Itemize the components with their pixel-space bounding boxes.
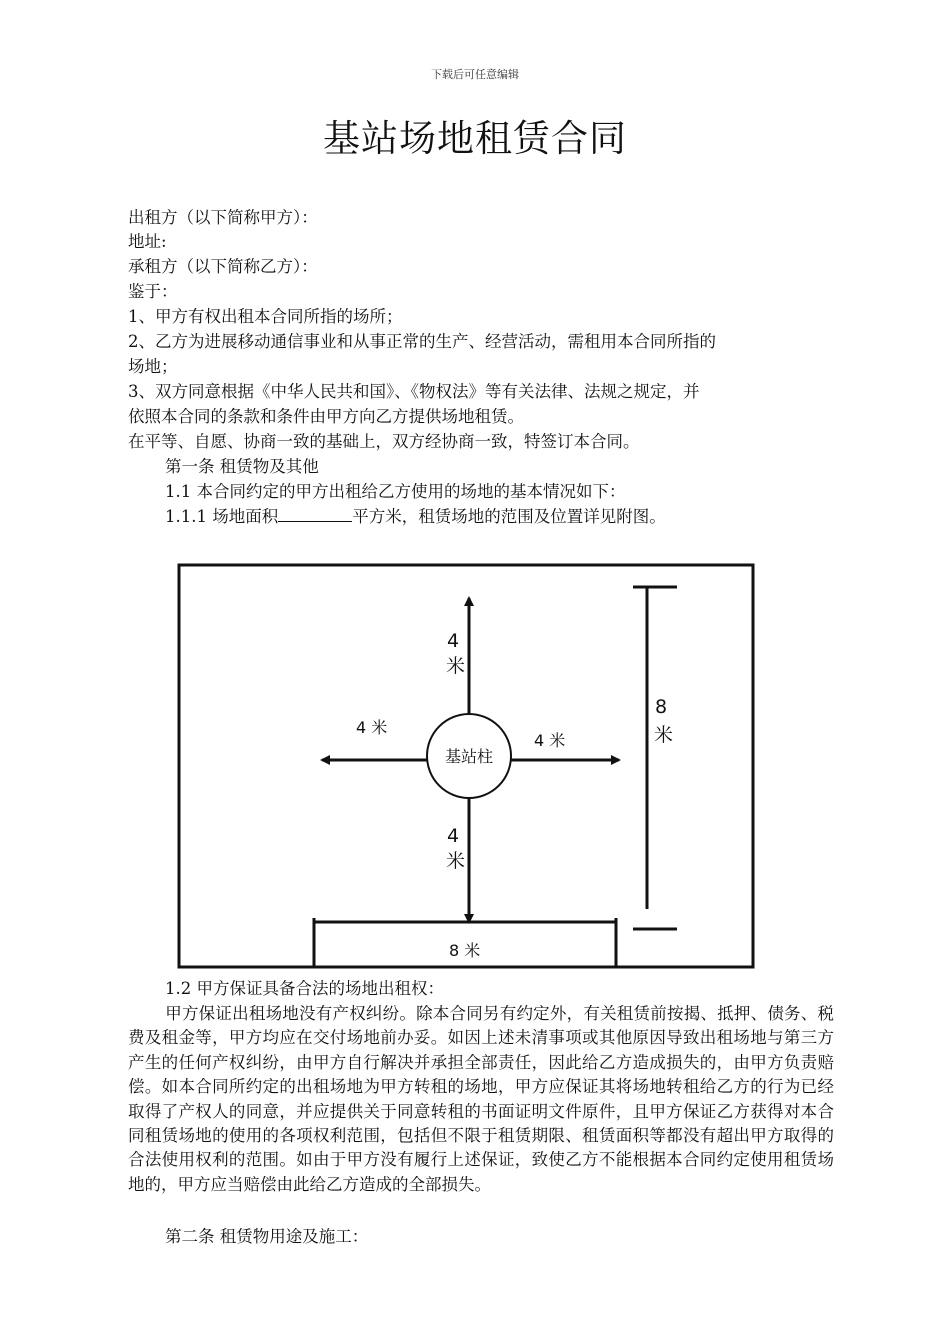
article-1-title: 第一条 租赁物及其他 <box>165 457 319 476</box>
party-b-line: 承租方（以下简称乙方）： <box>128 257 318 276</box>
area-label: 1.1.1 场地面积 <box>165 507 279 526</box>
clause-2-part-a: 2、乙方为进展移动通信事业和从事正常的生产、经营活动，需租用本合同所指的 <box>128 332 716 351</box>
clause-3-part-a: 3、双方同意根据《中华人民共和国》、《物权法》等有关法律、法规之规定，并 <box>128 382 700 401</box>
article-1-2: 1.2 甲方保证具备合法的场地出租权： <box>165 979 444 998</box>
clause-3-part-b: 依照本合同的条款和条件由甲方向乙方提供场地租赁。 <box>128 407 524 426</box>
article-1-2-body-text: 甲方保证出租场地没有产权纠纷。除本合同另有约定外，有关租赁前按揭、抵押、债务、税费及租金等，甲方均应在交付场地前办妥。如因上述未清事项或其他原因导致出租场地与第三方产生的任何产权纠纷，由甲方自行解决并承担全部责任，因此给乙方造成损失的，由甲方负责赔偿。如本合同所约定的出租场地为甲方转租的场地，甲方应保证其将场地转租给乙方的行为已经取得了产权人的同意，并应提供关于同意转租的书面证明文件原件，且甲方保证乙方获得对本合同租赁场地的使用的各项权利范围，包括但不限于租赁期限、租赁面积等都没有超出甲方取得的合法使用权利的范围。如由于甲方没有履行上述保证，致使乙方不能根据本合同约定使用租赁场地的，甲方应当赔偿由此给乙方造成的全部损失。 <box>128 1004 834 1194</box>
document-title: 基站场地租赁合同 <box>323 117 627 160</box>
bottom-distance-number: 4 <box>447 825 460 847</box>
article-1-2-body <box>128 1002 834 1197</box>
principle-line: 在平等、自愿、协商一致的基础上，双方经协商一致，特签订本合同。 <box>128 432 640 451</box>
bottom-distance-unit: 米 <box>446 850 466 872</box>
right-distance-label: 4 米 <box>534 731 566 750</box>
top-distance-number: 4 <box>447 630 460 652</box>
height-dimension-number: 8 <box>655 696 668 718</box>
party-a-line: 出租方（以下简称甲方）： <box>128 208 318 227</box>
address-line: 地址: <box>128 232 167 251</box>
article-1-1: 1.1 本合同约定的甲方出租给乙方使用的场地的基本情况如下： <box>165 482 626 501</box>
left-distance-label: 4 米 <box>356 718 388 737</box>
area-suffix: 平方米，租赁场地的范围及位置详见附图。 <box>352 507 666 526</box>
base-station-label: 基站柱 <box>444 747 494 766</box>
whereas-line: 鉴于： <box>128 282 178 301</box>
top-distance-unit: 米 <box>446 655 466 677</box>
header-note: 下载后可任意编辑 <box>431 68 519 81</box>
article-2-title: 第二条 租赁物用途及施工： <box>165 1227 369 1246</box>
clause-2-part-b: 场地； <box>128 357 178 376</box>
clause-1: 1、甲方有权出租本合同所指的场所； <box>128 307 403 326</box>
width-dimension-label: 8 米 <box>449 941 481 960</box>
height-dimension-unit: 米 <box>654 724 674 746</box>
